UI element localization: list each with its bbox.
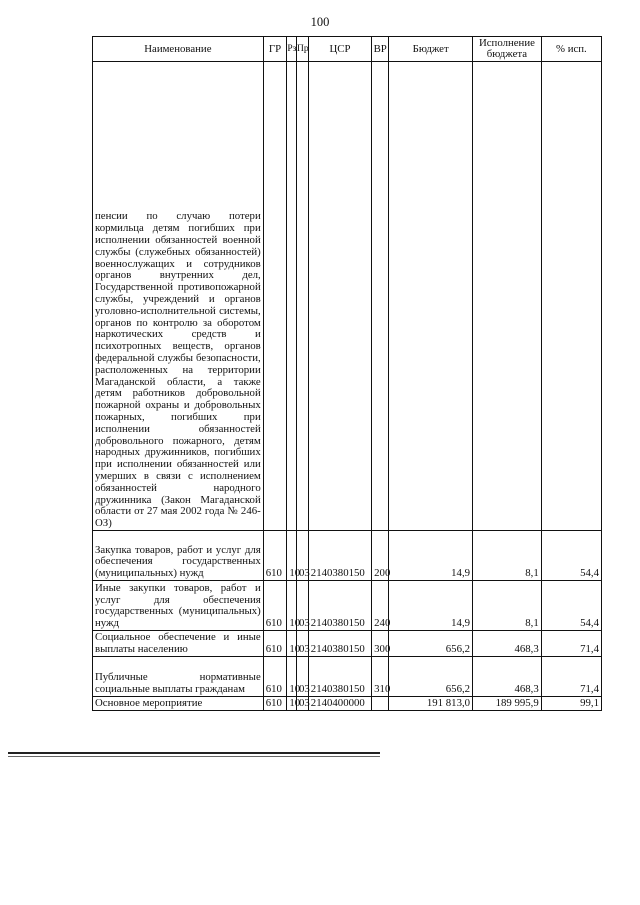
row-csr: 2140380150 bbox=[308, 531, 371, 581]
row-rz: 10 bbox=[287, 631, 297, 657]
row-rz: 10 bbox=[287, 657, 297, 697]
row-budget: 191 813,0 bbox=[389, 697, 473, 711]
row-budget bbox=[389, 62, 473, 531]
table-row bbox=[93, 581, 602, 631]
row-percent bbox=[541, 62, 601, 531]
table-header-row bbox=[93, 37, 602, 62]
row-pr bbox=[297, 62, 309, 531]
row-rz: 10 bbox=[287, 697, 297, 711]
row-csr bbox=[308, 62, 371, 531]
row-name: Социальное обеспечение и иные выплаты населению bbox=[93, 631, 264, 657]
row-pr: 03 bbox=[297, 531, 309, 581]
row-pr: 03 bbox=[297, 581, 309, 631]
row-execution: 189 995,9 bbox=[473, 697, 542, 711]
row-pr: 03 bbox=[297, 697, 309, 711]
row-percent: 71,4 bbox=[541, 657, 601, 697]
row-name: пенсии по случаю потери кормильца детям погибших при исполнении обязанностей военной службы (служебных обязанностей) военнослужащих и сотрудников органов внутренних дел, Государственной противопожарной службы, учреждений и органов уголовно-исполнительной системы, органов по контролю за оборотом наркотических средств и психотропных веществ, органов федеральной службы безопасности, расположенных на территории Магаданской области, а также детям работников добровольной пожарной охраны и добровольных пожарных, погибших при исполнении обязанностей добровольного пожарного, детям народных дружинников, погибших при исполнении обязанностей или умерших в связи с исполнением обязанностей народного дружинника (Закон Магаданской области от 27 мая 2002 года № 246-ОЗ) bbox=[93, 62, 264, 531]
row-budget: 656,2 bbox=[389, 631, 473, 657]
row-vr: 240 bbox=[372, 581, 389, 631]
row-rz bbox=[287, 62, 297, 531]
row-name: Закупка товаров, работ и услуг для обеспечения государственных (муниципальных) нужд bbox=[93, 531, 264, 581]
row-percent: 71,4 bbox=[541, 631, 601, 657]
row-gr: 610 bbox=[263, 697, 287, 711]
row-csr: 2140380150 bbox=[308, 581, 371, 631]
row-execution: 468,3 bbox=[473, 657, 542, 697]
page-number: 100 bbox=[310, 15, 330, 29]
row-percent: 99,1 bbox=[541, 697, 601, 711]
row-budget: 14,9 bbox=[389, 531, 473, 581]
table-row bbox=[93, 657, 602, 697]
row-rz: 10 bbox=[287, 581, 297, 631]
row-budget: 656,2 bbox=[389, 657, 473, 697]
row-csr: 2140400000 bbox=[308, 697, 371, 711]
table-row bbox=[93, 531, 602, 581]
row-vr: 200 bbox=[372, 531, 389, 581]
row-execution: 8,1 bbox=[473, 581, 542, 631]
row-gr bbox=[263, 62, 287, 531]
header-execution: Исполнение бюджета bbox=[473, 37, 542, 62]
table-row bbox=[93, 697, 602, 711]
header-percent: % исп. bbox=[541, 37, 601, 62]
row-gr: 610 bbox=[263, 581, 287, 631]
table-row bbox=[93, 62, 602, 531]
footnote-divider bbox=[8, 752, 380, 754]
row-name: Основное мероприятие bbox=[93, 697, 264, 711]
row-rz: 10 bbox=[287, 531, 297, 581]
row-gr: 610 bbox=[263, 531, 287, 581]
row-gr: 610 bbox=[263, 631, 287, 657]
row-execution: 8,1 bbox=[473, 531, 542, 581]
row-percent: 54,4 bbox=[541, 581, 601, 631]
footnote-divider-shadow bbox=[8, 756, 380, 757]
row-execution: 468,3 bbox=[473, 631, 542, 657]
row-vr bbox=[372, 697, 389, 711]
header-vr: ВР bbox=[372, 37, 389, 62]
row-csr: 2140380150 bbox=[308, 657, 371, 697]
row-gr: 610 bbox=[263, 657, 287, 697]
row-vr: 310 bbox=[372, 657, 389, 697]
row-csr: 2140380150 bbox=[308, 631, 371, 657]
row-name: Публичные нормативные социальные выплаты гражданам bbox=[93, 657, 264, 697]
row-pr: 03 bbox=[297, 657, 309, 697]
row-vr bbox=[372, 62, 389, 531]
header-pr: Пр bbox=[297, 37, 309, 62]
row-execution bbox=[473, 62, 542, 531]
table-row bbox=[93, 631, 602, 657]
row-percent: 54,4 bbox=[541, 531, 601, 581]
header-rz: Рз bbox=[287, 37, 297, 62]
header-budget: Бюджет bbox=[389, 37, 473, 62]
row-pr: 03 bbox=[297, 631, 309, 657]
header-name: Наименование bbox=[93, 37, 264, 62]
row-budget: 14,9 bbox=[389, 581, 473, 631]
budget-table bbox=[92, 36, 602, 711]
row-name: Иные закупки товаров, работ и услуг для обеспечения государственных (муниципальных) нужд bbox=[93, 581, 264, 631]
header-csr: ЦСР bbox=[308, 37, 371, 62]
header-gr: ГР bbox=[263, 37, 287, 62]
row-vr: 300 bbox=[372, 631, 389, 657]
